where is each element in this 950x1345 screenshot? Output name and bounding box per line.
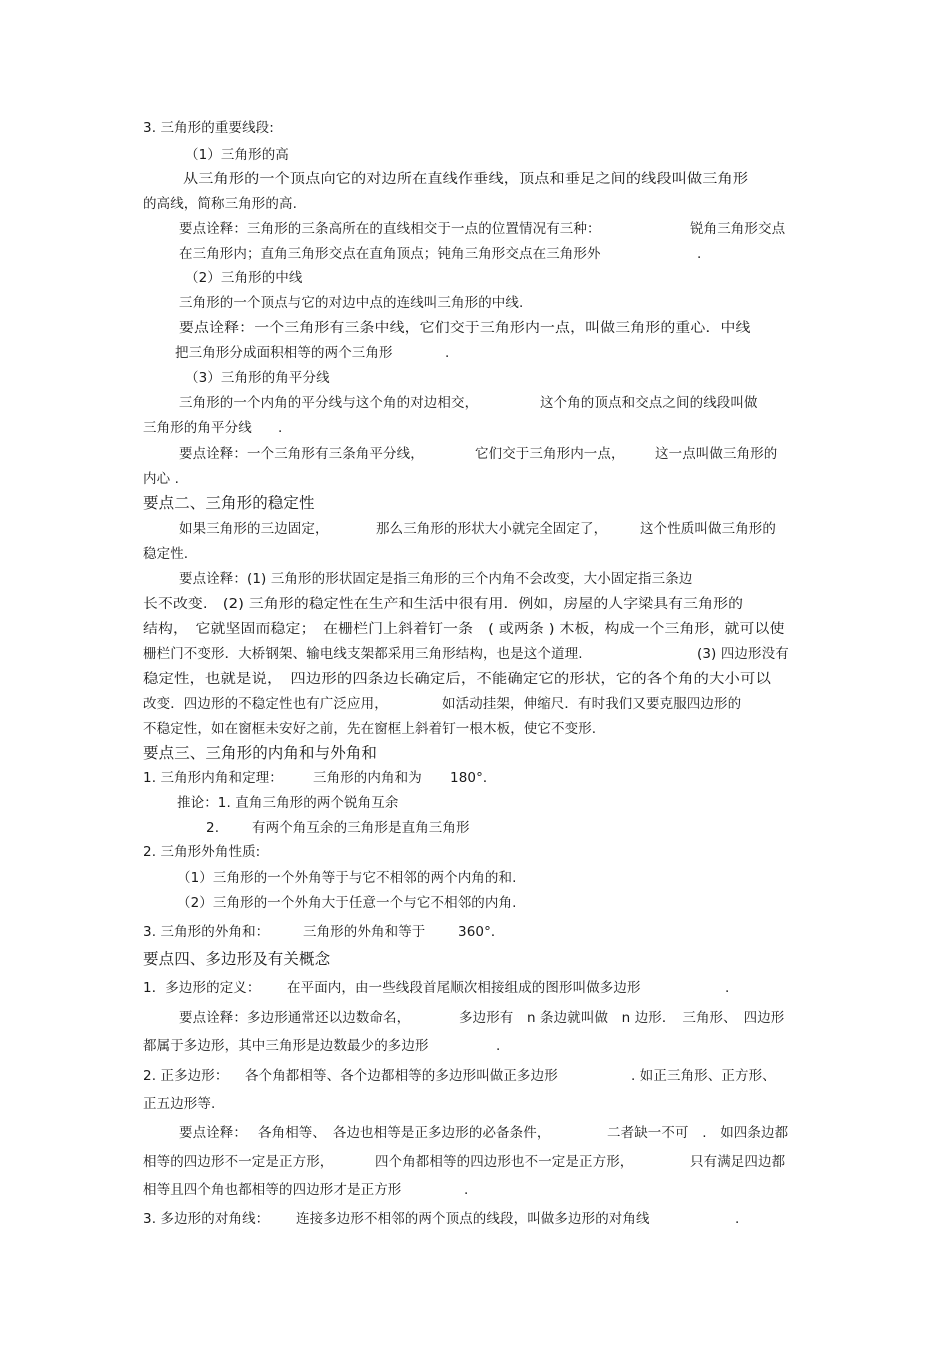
text-line: 都属于多边形，其中三角形是边数最少的多边形 xyxy=(143,1038,429,1054)
text-line: 各个角都相等、各个边都相等的多边形叫做正多边形 xyxy=(245,1068,558,1084)
text-line: 各角相等、 各边也相等是正多边形的必备条件， xyxy=(258,1125,551,1141)
text-line: 要点诠释：(1) 三角形的形状固定是指三角形的三个内角不会改变，大小固定指三条边 xyxy=(179,571,693,587)
text-line: 稳定性. xyxy=(143,546,189,562)
text-line: （1）三角形的一个外角等于与它不相邻的两个内角的和. xyxy=(177,870,517,886)
section-heading: 要点四、多边形及有关概念 xyxy=(143,950,331,968)
text-line: 1. 三角形内角和定理： xyxy=(143,770,283,786)
text-line: 要点诠释：一个三角形有三条中线，它们交于三角形内一点，叫做三角形的重心．中线 xyxy=(179,320,751,336)
text-line: 这一点叫做三角形的 xyxy=(655,446,778,462)
text-line: 那么三角形的形状大小就完全固定了， xyxy=(376,521,608,537)
text-line: 结构， 它就坚固而稳定； 在栅栏门上斜着钉一条 ( 或两条 ) 木板，构成一个三角形，就可以使 xyxy=(143,621,785,637)
text-line: 长不改变. (2) 三角形的稳定性在生产和生活中很有用．例如，房屋的人字梁具有三角形的 xyxy=(143,596,744,612)
text-line: 180°． xyxy=(450,770,497,786)
text-line: 只有满足四边都 xyxy=(690,1154,786,1170)
text-line: 三角形的外角和等于 xyxy=(303,924,426,940)
text-line: 正五边形等. xyxy=(143,1096,216,1112)
text-line: 改变．四边形的不稳定性也有广泛应用， xyxy=(143,696,388,712)
text-line: 3. 三角形的重要线段: xyxy=(143,120,274,136)
text-line: 在三角形内；直角三角形交点在直角顶点；钝角三角形交点在三角形外 xyxy=(179,246,601,262)
text-line: 1．多边形的定义： xyxy=(143,980,261,996)
text-line: . xyxy=(464,1182,469,1198)
text-line: （2）三角形的一个外角大于任意一个与它不相邻的内角. xyxy=(177,895,517,911)
text-line: . xyxy=(725,980,730,996)
text-line: 如活动挂架，伸缩尺．有时我们又要克服四边形的 xyxy=(442,696,742,712)
text-line: 这个角的顶点和交点之间的线段叫做 xyxy=(540,395,758,411)
text-line: 2. 三角形外角性质: xyxy=(143,844,261,860)
text-line: 要点诠释：一个三角形有三条角平分线， xyxy=(179,446,424,462)
text-line: 稳定性，也就是说， 四边形的四条边长确定后，不能确定它的形状，它的各个角的大小可以 xyxy=(143,671,771,687)
text-line: （1）三角形的高 xyxy=(185,147,289,163)
text-line: 360°． xyxy=(458,924,505,940)
text-line: . 如正三角形、正方形、 xyxy=(631,1068,776,1084)
text-line: 推论：1. 直角三角形的两个锐角互余 xyxy=(177,795,399,811)
text-line: 2. 正多边形： xyxy=(143,1068,229,1084)
section-heading: 要点二、三角形的稳定性 xyxy=(143,494,315,512)
text-line: 在平面内，由一些线段首尾顺次相接组成的图形叫做多边形 xyxy=(287,980,641,996)
text-line: 内心 . xyxy=(143,471,179,487)
text-line: 有两个角互余的三角形是直角三角形 xyxy=(252,820,470,836)
text-line: (3) 四边形没有 xyxy=(697,646,789,662)
text-line: 三角形的一个顶点与它的对边中点的连线叫三角形的中线. xyxy=(179,295,524,311)
text-line: . xyxy=(735,1211,740,1227)
text-line: 三角形的角平分线 xyxy=(143,420,252,436)
text-line: 相等的四边形不一定是正方形， xyxy=(143,1154,334,1170)
text-line: 从三角形的一个顶点向它的对边所在直线作垂线，顶点和垂足之间的线段叫做三角形 xyxy=(183,171,749,187)
text-line: （2）三角形的中线 xyxy=(185,270,303,286)
text-line: 不稳定性，如在窗框未安好之前，先在窗框上斜着钉一根木板，使它不变形. xyxy=(143,721,597,737)
text-line: 如果三角形的三边固定， xyxy=(179,521,329,537)
section-heading: 要点三、三角形的内角和与外角和 xyxy=(143,744,378,762)
text-line: . xyxy=(445,345,450,361)
text-line: 三角形的一个内角的平分线与这个角的对边相交， xyxy=(179,395,479,411)
text-line: 锐角三角形交点 xyxy=(690,221,786,237)
text-line: . xyxy=(697,246,702,262)
text-line: 它们交于三角形内一点， xyxy=(475,446,625,462)
text-line: 2. xyxy=(206,820,220,836)
text-line: . xyxy=(496,1038,501,1054)
text-line: 二者缺一不可 . 如四条边都 xyxy=(607,1125,789,1141)
text-line: 的高线，简称三角形的高. xyxy=(143,196,297,212)
text-line: 多边形有 n 条边就叫做 n 边形． 三角形、 四边形 xyxy=(459,1010,785,1026)
text-line: 把三角形分成面积相等的两个三角形 xyxy=(175,345,393,361)
text-line: 要点诠释：多边形通常还以边数命名， xyxy=(179,1010,411,1026)
text-line: 栅栏门不变形．大桥钢架、输电线支架都采用三角形结构，也是这个道理. xyxy=(143,646,583,662)
text-line: 3. 多边形的对角线： xyxy=(143,1211,270,1227)
text-line: （3）三角形的角平分线 xyxy=(185,370,330,386)
text-line: 连接多边形不相邻的两个顶点的线段，叫做多边形的对角线 xyxy=(296,1211,650,1227)
text-line: 要点诠释： xyxy=(179,1125,247,1141)
text-line: 这个性质叫做三角形的 xyxy=(640,521,776,537)
text-line: 3. 三角形的外角和： xyxy=(143,924,270,940)
text-line: 三角形的内角和为 xyxy=(313,770,422,786)
text-line: 相等且四个角也都相等的四边形才是正方形 xyxy=(143,1182,402,1198)
text-line: 四个角都相等的四边形也不一定是正方形， xyxy=(375,1154,634,1170)
text-line: . xyxy=(278,420,283,436)
text-line: 要点诠释：三角形的三条高所在的直线相交于一点的位置情况有三种： xyxy=(179,221,601,237)
